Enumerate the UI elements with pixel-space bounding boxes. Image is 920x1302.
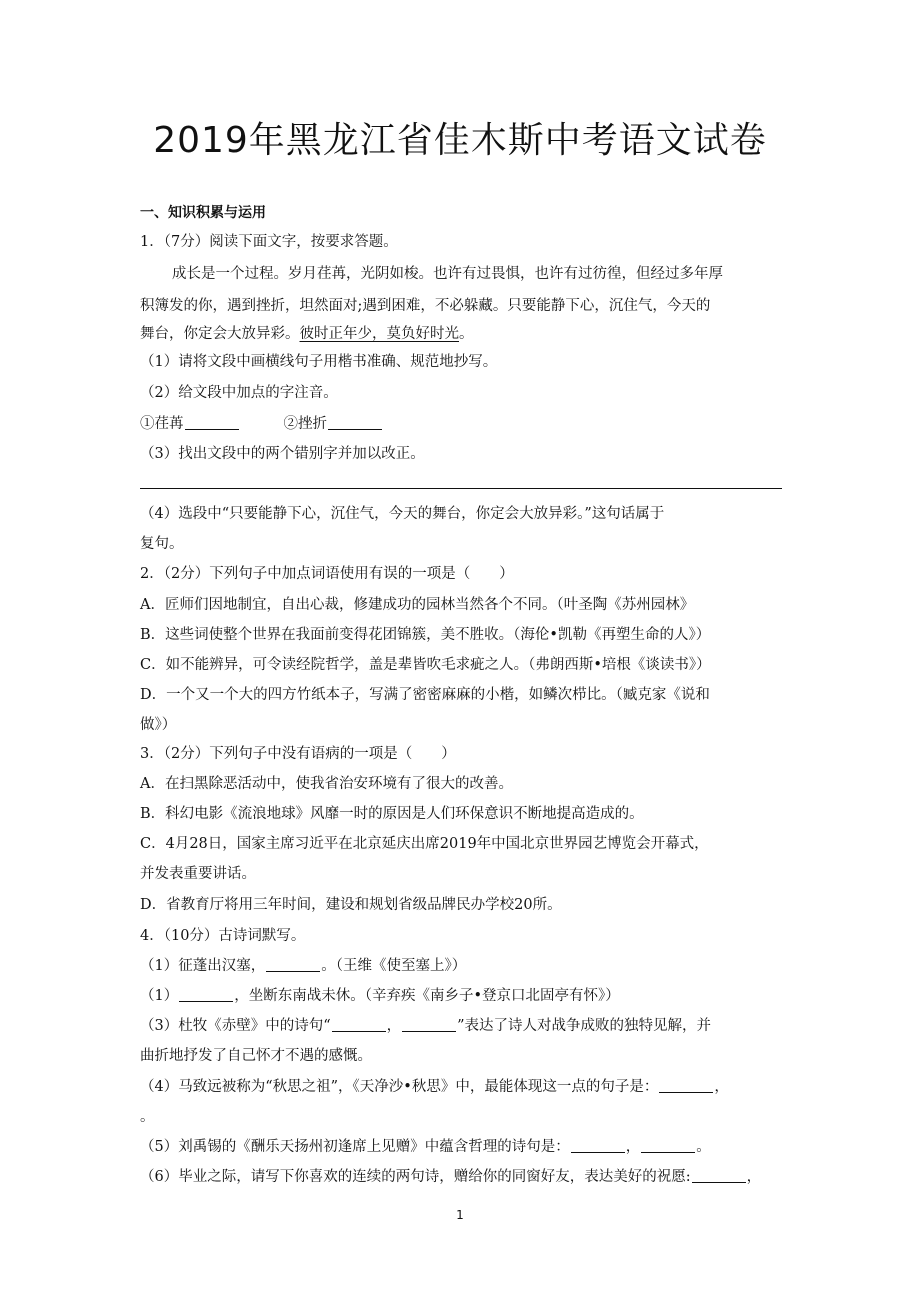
passage-end: 。 xyxy=(459,326,474,342)
option-a: A．匠师们因地制宜，自出心裁，修建成功的园林当然各个不同。（叶圣陶《苏州园林》 xyxy=(140,597,695,613)
option-c-line-1: C．4月28日，国家主席习近平在北京延庆出席2019年中国北京世界园艺博览会开幕式， xyxy=(140,836,709,852)
option-c: C．如不能辨异，可令读经院哲学，盖是辈皆吹毛求疵之人。（弗朗西斯•培根《谈读书》） xyxy=(140,657,711,673)
sub-question-4-line-1: （4）选段中“只要能静下心，沉住气，今天的舞台，你定会大放异彩。”这句话属于 xyxy=(140,506,665,522)
question-2-head: 2．（2分）下列句子中加点词语使用有误的一项是（ ） xyxy=(140,566,514,582)
page-number: 1 xyxy=(456,1208,464,1222)
passage-text: 舞台，你定会大放异彩。 xyxy=(140,326,300,342)
sub-question-2: （2）给文段中加点的字注音。 xyxy=(140,385,338,401)
poem-text: （4）马致远被称为“秋思之祖”，《天净沙•秋思》中，最能体现这一点的句子是： xyxy=(140,1079,659,1095)
answer-blank[interactable] xyxy=(332,1017,386,1032)
poem-item-4 xyxy=(140,1077,785,1097)
option-a: A．在扫黑除恶活动中，使我省治安环境有了很大的改善。 xyxy=(140,776,513,792)
answer-blank[interactable] xyxy=(571,1138,625,1153)
answer-blank[interactable] xyxy=(641,1138,695,1153)
passage-line-3 xyxy=(140,324,785,344)
answer-blank[interactable] xyxy=(266,957,320,972)
answer-blank[interactable] xyxy=(179,987,233,1002)
pinyin-items xyxy=(140,414,785,434)
poem-item-5 xyxy=(140,1137,785,1157)
poem-item-6 xyxy=(140,1167,785,1187)
answer-blank[interactable] xyxy=(692,1168,746,1183)
poem-text: 。 xyxy=(696,1139,711,1155)
poem-text: （1）征蓬出汉塞， xyxy=(140,958,266,974)
poem-text: ，坐断东南战未休。（辛弃疾《南乡子•登京口北固亭有怀》） xyxy=(234,988,620,1004)
page-title: 2019年黑龙江省佳木斯中考语文试卷 xyxy=(153,120,767,161)
poem-item-1 xyxy=(140,956,785,976)
passage-line-2: 积簿发的你，遇到挫折，坦然面对;遇到困难，不必躲藏。只要能静下心，沉住气，今天的 xyxy=(140,298,711,314)
answer-line[interactable] xyxy=(140,488,782,489)
answer-blank[interactable] xyxy=(185,415,239,430)
option-d-line-2: 做》） xyxy=(140,717,177,733)
option-d-line-1: D．一个又一个大的四方竹纸本子，写满了密密麻麻的小楷，如鳞次栉比。（臧克家《说和 xyxy=(140,687,710,703)
poem-item-4-line-2: 。 xyxy=(140,1109,155,1125)
poem-item-3-line-1 xyxy=(140,1016,785,1036)
sub-question-4-line-2: 复句。 xyxy=(140,536,184,552)
poem-item-3-line-2: 曲折地抒发了自己怀才不遇的感慨。 xyxy=(140,1048,372,1064)
option-d: D．省教育厅将用三年时间，建设和规划省级品牌民办学校20所。 xyxy=(140,897,562,913)
passage-line-1: 成长是一个过程。岁月荏苒，光阴如梭。也许有过畏惧，也许有过彷徨，但经过多年厚 xyxy=(172,266,723,282)
answer-blank[interactable] xyxy=(659,1078,713,1093)
poem-text: ， xyxy=(386,1018,402,1034)
poem-text: （5）刘禹锡的《酬乐天扬州初逢席上见赠》中蕴含哲理的诗句是： xyxy=(140,1139,570,1155)
question-1-head: 1．（7分）阅读下面文字，按要求答题。 xyxy=(140,234,398,250)
option-b: B．科幻电影《流浪地球》风靡一时的原因是人们环保意识不断地提高造成的。 xyxy=(140,806,644,822)
sub-question-3: （3）找出文段中的两个错别字并加以改正。 xyxy=(140,446,425,462)
poem-text: 。（王维《使至塞上》） xyxy=(321,958,467,974)
answer-blank[interactable] xyxy=(328,415,382,430)
option-c-line-2: 并发表重要讲话。 xyxy=(140,866,256,882)
poem-text: ， xyxy=(746,1169,762,1185)
poem-text: （3）杜牧《赤壁》中的诗句“ xyxy=(140,1018,331,1034)
poem-text: ”表达了诗人对战争成败的独特见解，并 xyxy=(457,1018,712,1034)
pinyin-item-2: ②挫折 xyxy=(283,416,327,432)
question-4-head: 4．（10分）古诗词默写。 xyxy=(140,928,306,944)
sub-question-1: （1）请将文段中画横线句子用楷书准确、规范地抄写。 xyxy=(140,354,498,370)
answer-blank[interactable] xyxy=(402,1017,456,1032)
poem-text: （1） xyxy=(140,988,179,1004)
question-3-head: 3．（2分）下列句子中没有语病的一项是（ ） xyxy=(140,746,456,762)
poem-text: ， xyxy=(714,1079,729,1095)
option-b: B．这些词使整个世界在我面前变得花团锦簇，美不胜收。（海伦•凯勒《再塑生命的人》） xyxy=(140,627,711,643)
underlined-sentence: 彼时正年少，莫负好时光 xyxy=(299,326,459,342)
section-heading: 一、知识积累与运用 xyxy=(140,205,266,221)
poem-item-2 xyxy=(140,986,785,1006)
poem-text: （6）毕业之际，请写下你喜欢的连续的两句诗，赠给你的同窗好友，表达美好的祝愿: xyxy=(140,1169,691,1185)
pinyin-item-1: ①荏苒 xyxy=(140,416,184,432)
poem-text: ， xyxy=(625,1139,641,1155)
